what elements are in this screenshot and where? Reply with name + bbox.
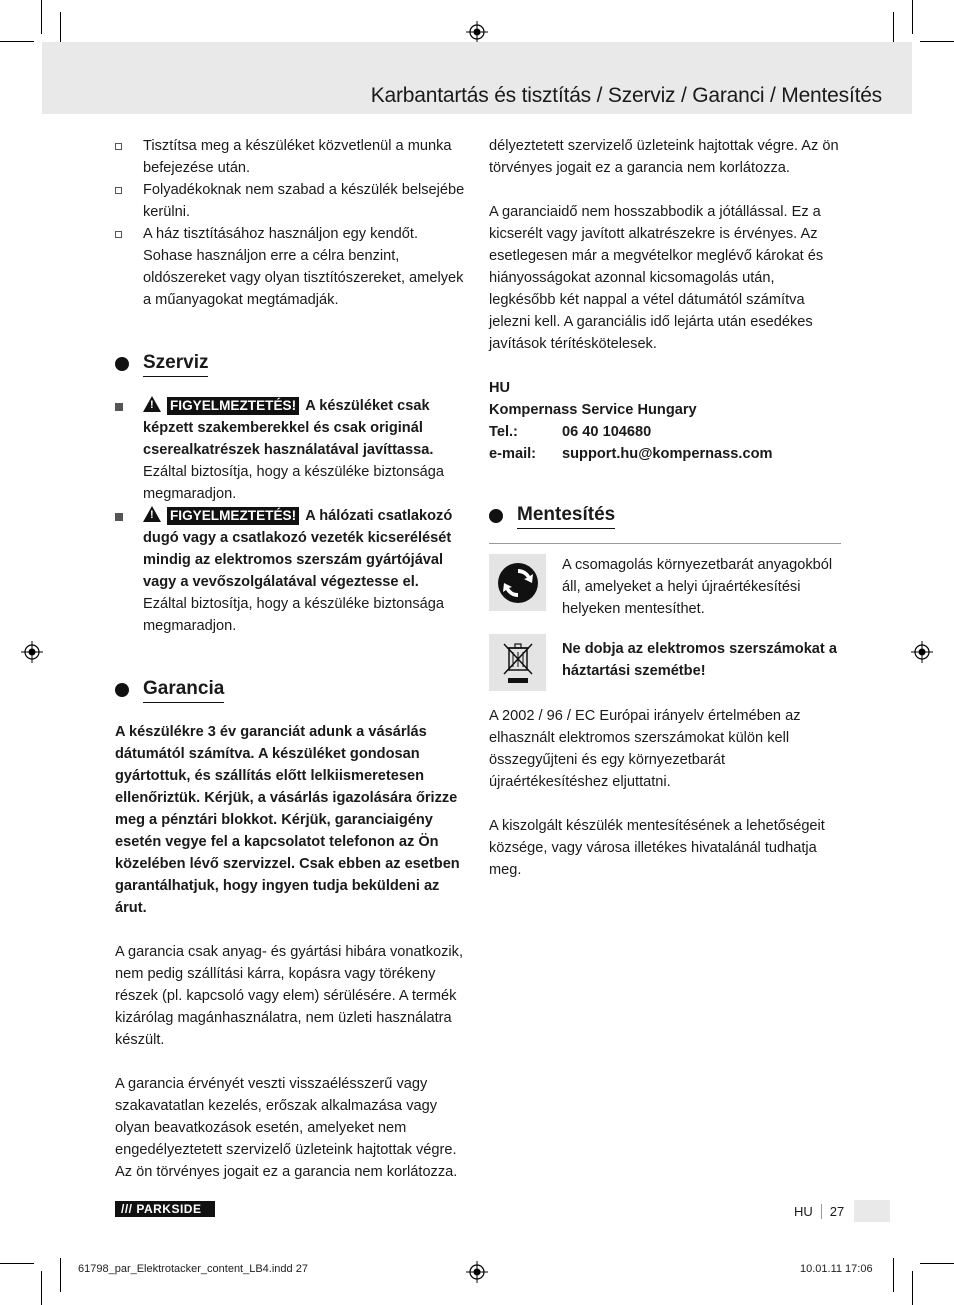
recycle-note xyxy=(489,554,841,620)
contact-tel-label: Tel.: xyxy=(489,424,518,440)
crop-mark xyxy=(60,12,61,46)
bullet-dot-icon xyxy=(115,683,129,697)
section-heading-garancia: Garancia xyxy=(115,677,465,703)
list-item: Tisztítsa meg a készüléket közvetlenül a munka befejezése után. xyxy=(115,135,465,179)
registration-mark-icon xyxy=(466,1261,488,1283)
weee-bin-icon xyxy=(489,634,546,691)
crop-mark xyxy=(893,1258,894,1292)
print-date-info: 10.01.11 17:06 xyxy=(800,1263,873,1275)
registration-mark-icon xyxy=(21,641,43,663)
guarantee-bold-paragraph: A készülékre 3 év garanciát adunk a vásárlás dátumától számítva. A készüléket gondosan gyártottuk, és szállítás előtt lelkiismeretesen ellenőriztük. Kérjük, a vásárlás igazolására őrizze meg a pénztári blokkot. Kérjük, garanciaigény esetén vegye fel a kapcsolatot telefonon az Ön közelében lévő szervizzel. Csak ebben az esetben garantálhatjuk, hogy ingyen tudja beküldeni az árut. xyxy=(115,724,460,916)
bullet-dot-icon xyxy=(489,509,503,523)
crop-mark xyxy=(912,0,913,34)
weee-text: Ne dobja az elektromos szerszámokat a háztartási szemétbe! xyxy=(562,641,837,679)
warning-triangle-icon xyxy=(143,396,161,412)
contact-country: HU xyxy=(489,380,511,396)
contact-company: Kompernass Service Hungary xyxy=(489,402,697,418)
crop-mark xyxy=(912,1271,913,1305)
crop-mark xyxy=(60,1258,61,1292)
contact-email-value: support.hu@kompernass.com xyxy=(562,446,773,462)
cleaning-list xyxy=(115,135,465,311)
crop-mark xyxy=(0,41,34,42)
left-column xyxy=(115,135,465,1180)
list-item: !FIGYELMEZTETÉS! A készüléket csak képzett szakemberekkel és csak originál cserealkatrészek használatával javíttassa. Ezáltal biztosítja, hogy a készüléke biztonsága megmaradjon. xyxy=(115,395,465,505)
divider xyxy=(489,543,841,544)
crop-mark xyxy=(920,1263,954,1264)
page-number: 27 xyxy=(829,1203,845,1219)
warning-triangle-icon xyxy=(143,506,161,522)
crop-mark xyxy=(893,12,894,46)
parkside-logo: /// PARKSIDE xyxy=(115,1201,215,1217)
contact-email-label: e-mail: xyxy=(489,446,537,462)
square-bullet-icon xyxy=(115,513,123,521)
page-number-block xyxy=(794,1200,890,1222)
warning-label: FIGYELMEZTETÉS! xyxy=(167,507,299,525)
disposal-paragraph: A 2002 / 96 / EC Európai irányelv értelmében az elhasznált elektromos szerszámokat külön kell összegyűjteni és egy környezetbarát újraértékesítéshez eljuttatni. xyxy=(489,708,801,790)
crop-mark xyxy=(0,1263,34,1264)
print-file-info: 61798_par_Elektrotacker_content_LB4.indd 27 xyxy=(78,1263,308,1275)
list-item: !FIGYELMEZTETÉS! A hálózati csatlakozó dugó vagy a csatlakozó vezeték kicserélését mindig az elektromos szerszám gyártójával vagy a vevőszolgálatával végeztesse el. Ezáltal biztosítja, hogy a készüléke biztonsága megmaradjon. xyxy=(115,505,465,637)
checkbox-bullet-icon xyxy=(115,231,122,238)
guarantee-paragraph: A garanciaidő nem hosszabbodik a jótállással. Ez a kicserélt vagy javított alkatrészekre is érvényes. Az esetlegesen már a megvételkor meglévő károkat és hiányosságokat azonnal kicsomagolás után, legkésőbb két nappal a vétel dátumától számítva jelezni kell. A garanciális idő lejárta után esedékes javítások térítéskötelesek. xyxy=(489,204,824,352)
guarantee-paragraph-continued: délyeztetett szervizelő üzleteink hajtottak végre. Az ön törvényes jogait ez a garancia nem korlátozza. xyxy=(489,138,839,176)
list-item: Folyadékoknak nem szabad a készülék belsejébe kerülni. xyxy=(115,179,465,223)
checkbox-bullet-icon xyxy=(115,143,122,150)
recycle-text: A csomagolás környezetbarát anyagokból áll, amelyeket a helyi újraértékesítési helyeken mentesíthet. xyxy=(562,557,833,617)
page-title: Karbantartás és tisztítás / Szerviz / Garanci / Mentesítés xyxy=(370,84,882,107)
section-heading-mentesites: Mentesítés xyxy=(489,503,841,529)
recycle-icon xyxy=(489,554,546,611)
list-item: A ház tisztításához használjon egy kendőt. Sohase használjon erre a célra benzint, oldószereket vagy olyan tisztítószereket, amelyek a műanyagokat megtámadják. xyxy=(115,223,465,311)
disposal-paragraph: A kiszolgált készülék mentesítésének a lehetőségeit községe, vagy városa illetékes hivatalánál tudhatja meg. xyxy=(489,818,825,878)
contact-block xyxy=(489,377,841,465)
crop-mark xyxy=(41,1271,42,1305)
szerviz-list xyxy=(115,395,465,637)
registration-mark-icon xyxy=(466,21,488,43)
contact-tel-value: 06 40 104680 xyxy=(562,424,652,440)
checkbox-bullet-icon xyxy=(115,187,122,194)
weee-note xyxy=(489,634,841,691)
crop-mark xyxy=(920,41,954,42)
bullet-dot-icon xyxy=(115,357,129,371)
section-heading-szerviz: Szerviz xyxy=(115,351,465,377)
registration-mark-icon xyxy=(911,641,933,663)
language-code: HU xyxy=(794,1204,822,1219)
warning-label: FIGYELMEZTETÉS! xyxy=(167,397,299,415)
right-column xyxy=(489,135,841,903)
crop-mark xyxy=(41,0,42,34)
square-bullet-icon xyxy=(115,403,123,411)
guarantee-paragraph: A garancia csak anyag- és gyártási hibára vonatkozik, nem pedig szállítási kárra, kopásra vagy törékeny részek (pl. kapcsoló vagy elem) sérülésére. A termék kizárólag magánhasználatra, nem üzleti használatra készült. xyxy=(115,944,464,1048)
guarantee-paragraph: A garancia érvényét veszti visszaélésszerű vagy szakavatatlan kezelés, erőszak alkalmazása vagy olyan beavatkozások esetén, amelyeket nem engedélyeztetett szervizelő üzleteink hajtottak végre. Az ön törvényes jogait ez a garancia nem korlátozza. xyxy=(115,1076,458,1180)
page-tab xyxy=(854,1200,890,1222)
